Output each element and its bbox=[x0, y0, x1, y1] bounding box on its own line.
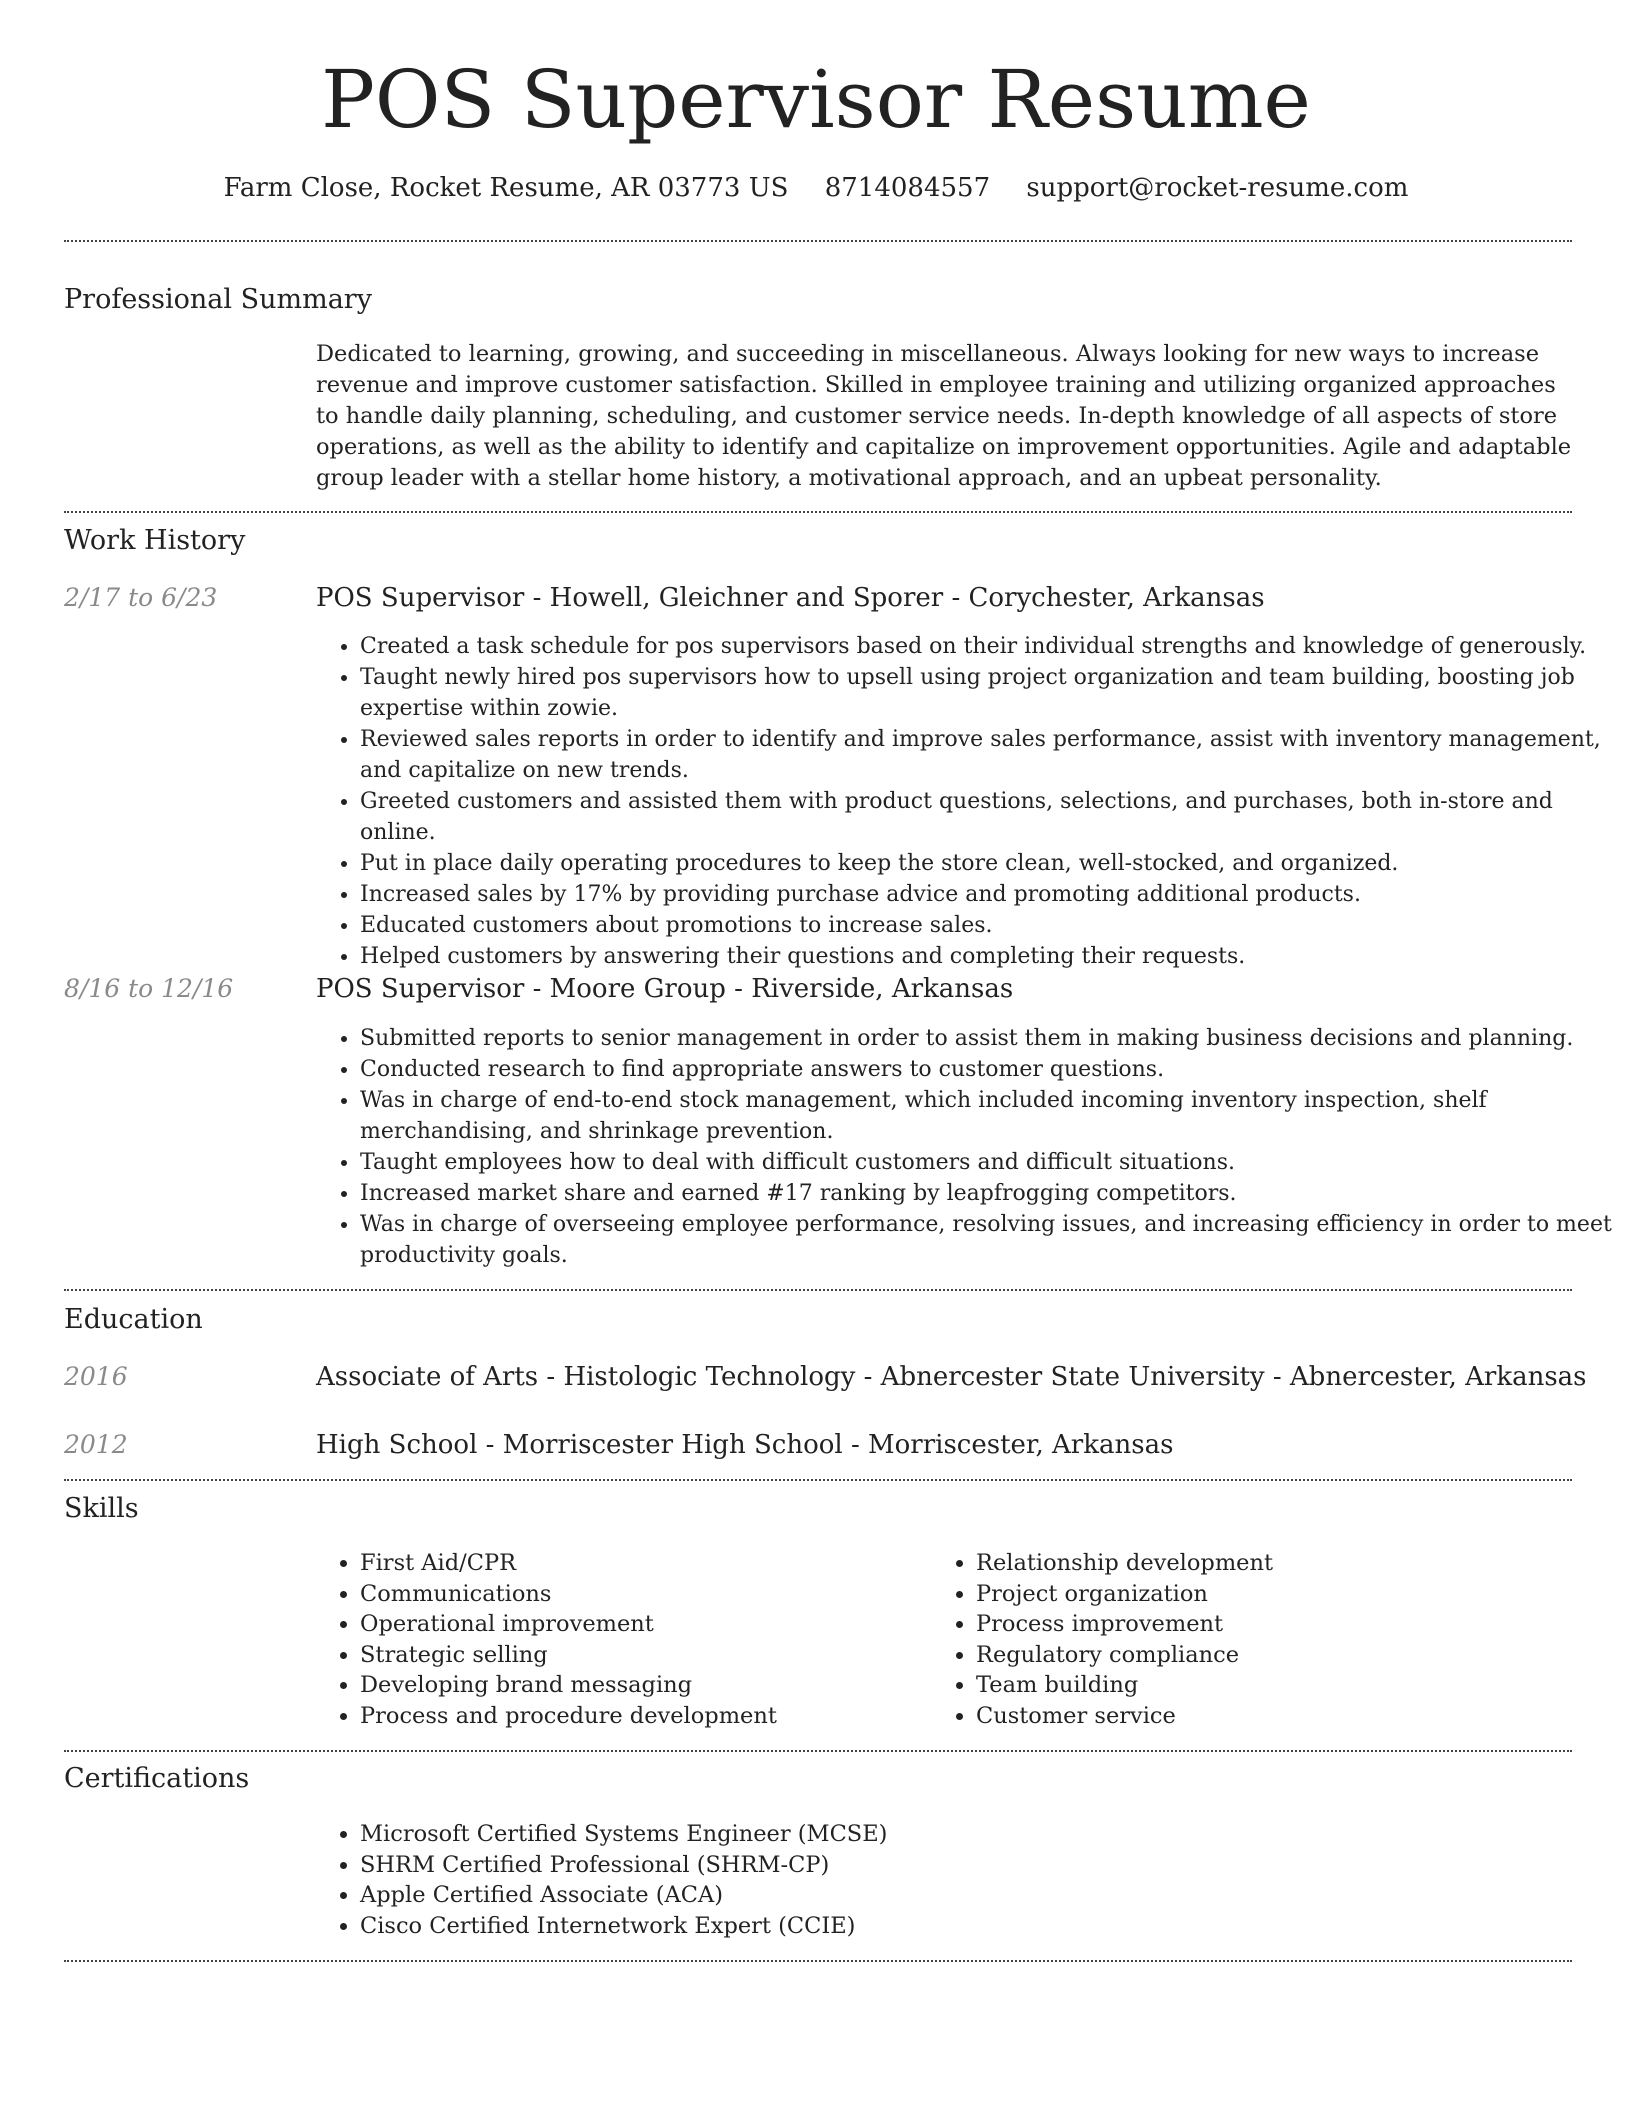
list-item: • Created a task schedule for pos supervisors based on their individual strengths and knowledge of generously. bbox=[360, 631, 1616, 662]
job-dates: 8/16 to 12/16 bbox=[64, 974, 234, 1003]
list-item: • Strategic selling bbox=[360, 1640, 930, 1671]
list-item: • Customer service bbox=[976, 1701, 1576, 1732]
address-text: Farm Close, Rocket Resume, AR 03773 US bbox=[223, 173, 789, 203]
divider bbox=[64, 1960, 1572, 1962]
list-item: • Relationship development bbox=[976, 1548, 1576, 1579]
list-item: • Developing brand messaging bbox=[360, 1670, 930, 1701]
section-title-summary: Professional Summary bbox=[64, 284, 372, 315]
list-item: • Taught employees how to deal with difficult customers and difficult situations. bbox=[360, 1147, 1616, 1178]
email-link[interactable]: support@rocket-resume.com bbox=[1026, 173, 1409, 203]
list-item: • Regulatory compliance bbox=[976, 1640, 1576, 1671]
divider bbox=[64, 1289, 1572, 1291]
section-title-certifications: Certifications bbox=[64, 1763, 250, 1794]
divider bbox=[64, 511, 1572, 513]
list-item: • Greeted customers and assisted them with product questions, selections, and purchases, both in-store and online. bbox=[360, 786, 1616, 848]
list-item: • Process and procedure development bbox=[360, 1701, 930, 1732]
list-item: • Was in charge of overseeing employee performance, resolving issues, and increasing efficiency in order to meet productivity goals. bbox=[360, 1209, 1616, 1271]
contact-line bbox=[0, 170, 1632, 206]
list-item: • Operational improvement bbox=[360, 1609, 930, 1640]
list-item: • Process improvement bbox=[976, 1609, 1576, 1640]
summary-text: Dedicated to learning, growing, and succeeding in miscellaneous. Always looking for new ways to increase revenue and improve customer satisfaction. Skilled in employee training and utilizing organized approaches to handle daily planning, scheduling, and customer service needs. In-depth knowledge of all aspects of store operations, as well as the ability to identify and capitalize on improvement opportunities. Agile and adaptable group leader with a stellar home history, a motivational approach, and an upbeat personality. bbox=[316, 341, 1572, 491]
education-heading: High School - Morriscester High School - Morriscester, Arkansas bbox=[316, 1430, 1174, 1460]
divider bbox=[64, 240, 1572, 242]
list-item: • Put in place daily operating procedures to keep the store clean, well-stocked, and organized. bbox=[360, 848, 1616, 879]
section-title-education: Education bbox=[64, 1304, 203, 1335]
list-item: • Helped customers by answering their questions and completing their requests. bbox=[360, 941, 1616, 972]
education-year: 2012 bbox=[64, 1430, 128, 1459]
list-item: • Reviewed sales reports in order to identify and improve sales performance, assist with inventory management, and capitalize on new trends. bbox=[360, 724, 1616, 786]
list-item: • Taught newly hired pos supervisors how to upsell using project organization and team building, boosting job expertise within zowie. bbox=[360, 662, 1616, 724]
skills-list-left bbox=[316, 1548, 930, 1731]
education-year: 2016 bbox=[64, 1362, 128, 1391]
list-item: • Increased sales by 17% by providing purchase advice and promoting additional products. bbox=[360, 879, 1616, 910]
list-item: • Apple Certified Associate (ACA) bbox=[360, 1880, 1260, 1911]
list-item: • First Aid/CPR bbox=[360, 1548, 930, 1579]
divider bbox=[64, 1479, 1572, 1481]
list-item: • Project organization bbox=[976, 1579, 1576, 1610]
education-heading: Associate of Arts - Histologic Technology - Abnercester State University - Abnercester, Arkansas bbox=[316, 1362, 1587, 1392]
page-title: POS Supervisor Resume bbox=[321, 53, 1311, 146]
list-item: • Cisco Certified Internetwork Expert (CCIE) bbox=[360, 1911, 1260, 1942]
job-dates: 2/17 to 6/23 bbox=[64, 583, 218, 612]
list-item: • Conducted research to find appropriate answers to customer questions. bbox=[360, 1054, 1616, 1085]
list-item: • Educated customers about promotions to increase sales. bbox=[360, 910, 1616, 941]
divider bbox=[64, 1750, 1572, 1752]
job-heading: POS Supervisor - Moore Group - Riverside, Arkansas bbox=[316, 974, 1014, 1004]
certifications-list bbox=[316, 1819, 1260, 1941]
section-title-skills: Skills bbox=[64, 1493, 139, 1524]
list-item: • Was in charge of end-to-end stock management, which included incoming inventory inspection, shelf merchandising, and shrinkage prevention. bbox=[360, 1085, 1616, 1147]
list-item: • Communications bbox=[360, 1579, 930, 1610]
job-bullet-list bbox=[316, 1023, 1616, 1271]
job-heading: POS Supervisor - Howell, Gleichner and Sporer - Corychester, Arkansas bbox=[316, 583, 1265, 613]
list-item: • Submitted reports to senior management in order to assist them in making business decisions and planning. bbox=[360, 1023, 1616, 1054]
list-item: • Microsoft Certified Systems Engineer (MCSE) bbox=[360, 1819, 1260, 1850]
list-item: • Team building bbox=[976, 1670, 1576, 1701]
section-title-work-history: Work History bbox=[64, 525, 246, 556]
resume-header bbox=[0, 0, 1632, 206]
list-item: • Increased market share and earned #17 ranking by leapfrogging competitors. bbox=[360, 1178, 1616, 1209]
list-item: • SHRM Certified Professional (SHRM-CP) bbox=[360, 1850, 1260, 1881]
skills-list-right bbox=[932, 1548, 1576, 1731]
job-bullet-list bbox=[316, 631, 1616, 972]
phone-text: 8714084557 bbox=[824, 173, 991, 203]
